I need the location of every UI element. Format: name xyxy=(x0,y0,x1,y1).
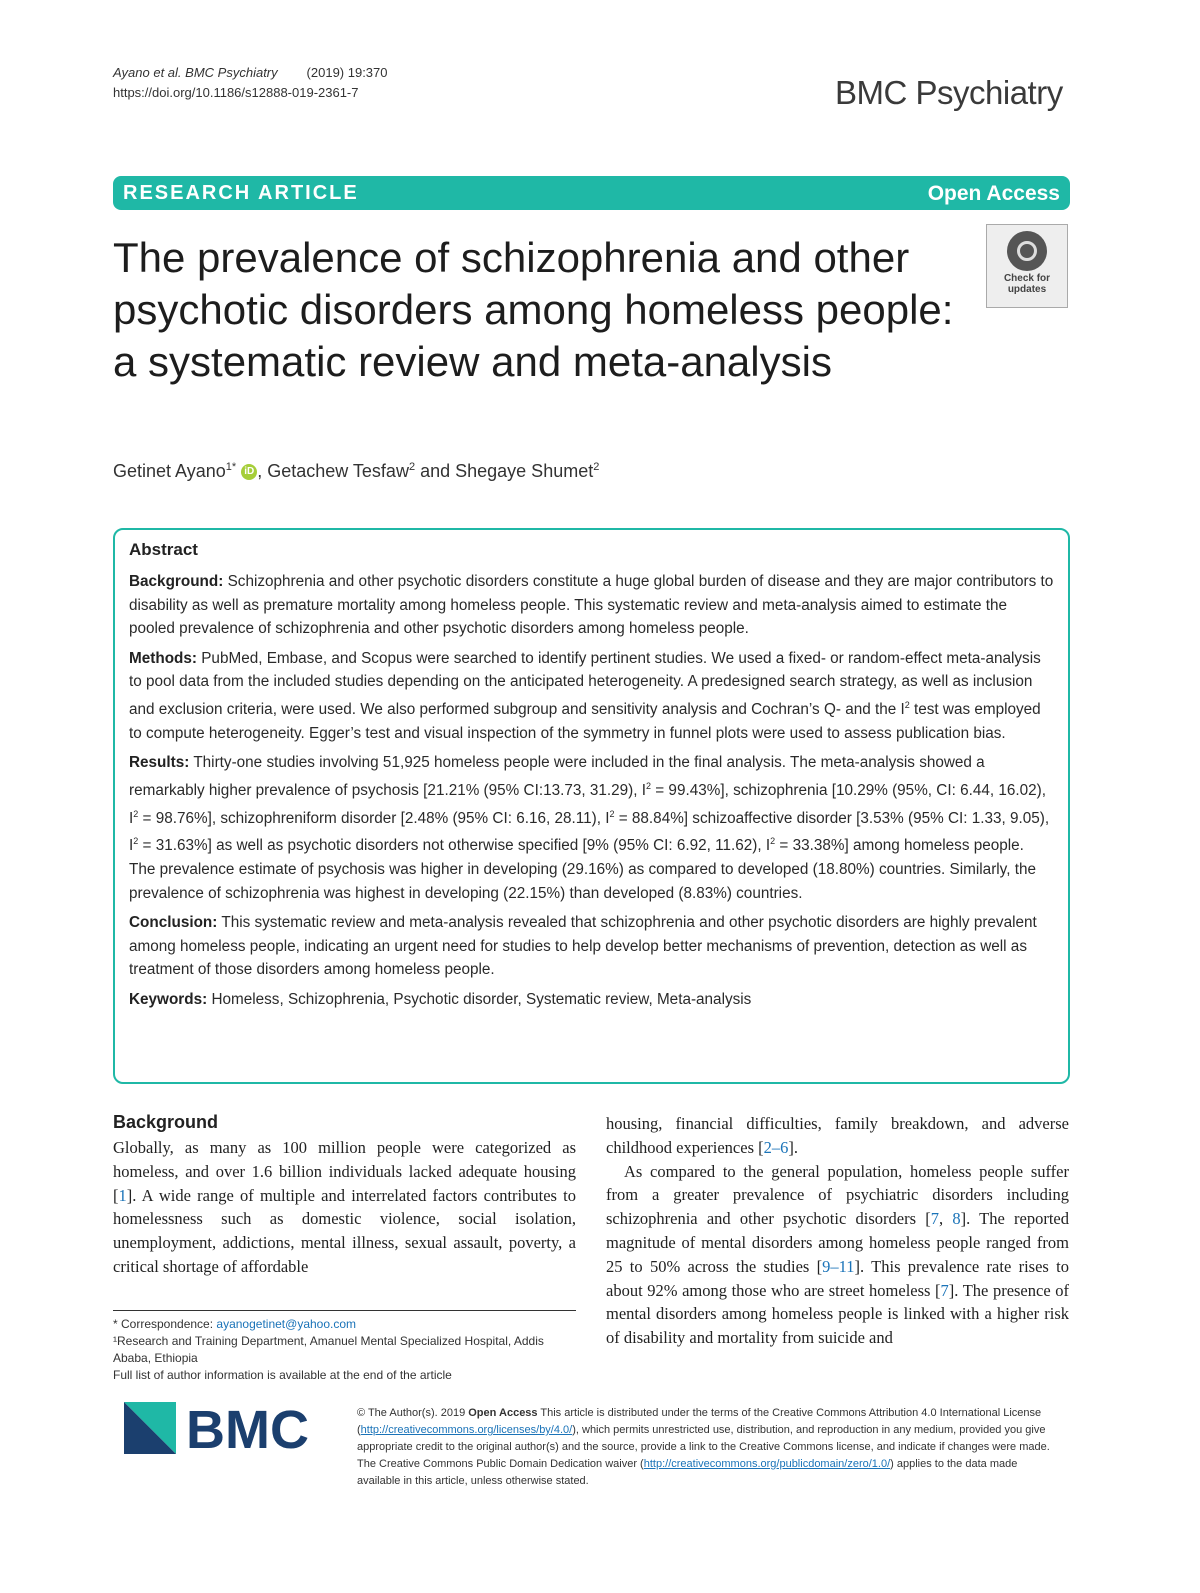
license-text: This article is distributed under the terms of the Creative Commons Attribution 4.0 International License ( xyxy=(357,1407,1042,1436)
orcid-icon[interactable]: iD xyxy=(241,464,257,480)
author-conjunction: and xyxy=(415,461,456,481)
body-text: housing, financial difficulties, family breakdown, and adverse childhood experiences [ xyxy=(606,1114,1069,1157)
section-text: PubMed, Embase, and Scopus were searched to identify pertinent studies. We used a fixed- or random-effect meta-analysis to pool data from the included studies depending on the anticipated heterogeneity. A predesigned search strategy, as well as inclusion and exclusion criteria, were used. We also performed subgroup and sensitivity analysis and Cochran’s Q- and the I xyxy=(129,649,1041,719)
author-name[interactable]: Getachew Tesfaw xyxy=(267,461,409,481)
citation-year-volume: (2019) 19:370 xyxy=(306,65,388,80)
body-text: ]. xyxy=(788,1137,798,1157)
abstract-methods xyxy=(129,647,1054,745)
footnote-divider xyxy=(113,1310,576,1311)
body-column-right xyxy=(606,1112,1069,1350)
section-text: = 88.84%] schizoaffective disorder [3.53% (95% CI: 1.33, 9.05), I xyxy=(129,809,1050,855)
journal-name: BMC Psychiatry xyxy=(835,74,1063,111)
check-for-updates-label: Check for updates xyxy=(1003,273,1051,295)
abstract-results xyxy=(129,751,1054,905)
license-text: © The Author(s). 2019 xyxy=(357,1407,469,1419)
background-heading: Background xyxy=(113,1112,219,1132)
body-text: ]. This prevalence rate rises to about 92% among those who are street homeless [ xyxy=(606,1256,1069,1300)
license-statement xyxy=(357,1405,1057,1490)
citation-link[interactable]: 1 xyxy=(118,1185,127,1205)
body-text: Globally, as many as 100 million people were categorized as homeless, and over 1.6 billion individuals lacked adequate housing [ xyxy=(113,1138,576,1205)
citation-journal: BMC Psychiatry xyxy=(185,65,278,80)
superscript: 2 xyxy=(645,780,651,791)
citation-link[interactable]: 2–6 xyxy=(763,1137,789,1157)
body-text: ]. The presence of mental disorders among homeless people is linked with a higher risk of disability and mortality from suicide and xyxy=(606,1280,1069,1348)
section-text: This systematic review and meta-analysis revealed that schizophrenia and other psychotic disorders are highly prevalent among homeless people, indicating an urgent need for studies to help develop better mechanisms of prevention, detection as well as treatment of those disorders among homeless people. xyxy=(129,914,1037,979)
crossmark-icon xyxy=(1007,231,1047,271)
correspondence-label: * Correspondence: xyxy=(113,1317,217,1331)
body-text: ]. The reported magnitude of mental disorders among homeless people ranged from 25 to 50% across the studies [ xyxy=(606,1209,1069,1276)
author-affiliation-sup: 2 xyxy=(408,461,416,473)
body-paragraph xyxy=(606,1160,1069,1350)
superscript: 2 xyxy=(133,808,139,819)
body-text: As compared to the general population, homeless people suffer from a greater prevalence of psychiatric disorders including schizophrenia and other psychotic disorders [ xyxy=(606,1161,1069,1229)
bmc-logo-text: BMC xyxy=(186,1402,309,1454)
citation-link[interactable]: 7 xyxy=(930,1209,939,1229)
license-link[interactable]: http://creativecommons.org/licenses/by/4.0/ xyxy=(360,1424,573,1436)
check-for-updates-button[interactable] xyxy=(986,224,1068,308)
article-title: The prevalence of schizophrenia and other psychotic disorders among homeless people: a systematic review and meta-analysis xyxy=(113,234,954,385)
doi-link[interactable]: https://doi.org/10.1186/s12888-019-2361-7 xyxy=(113,85,359,100)
author-affiliation-sup: 2 xyxy=(593,461,600,473)
author-name[interactable]: Shegaye Shumet xyxy=(455,461,594,481)
body-column-left xyxy=(113,1136,576,1279)
section-label: Results: xyxy=(129,754,190,772)
body-text: ]. A wide range of multiple and interrelated factors contributes to homelessness such as domestic violence, social isolation, unemployment, addictions, mental illness, sexual assault, poverty, a critical shortage of affordable xyxy=(113,1185,576,1276)
section-text: Thirty-one studies involving 51,925 homeless people were included in the final analysis. The meta-analysis showed a remarkably higher prevalence of psychosis [21.21% (95% CI:13.73, 31.29), I xyxy=(129,754,985,799)
license-text: ) applies to the data made available in this article, unless otherwise stated. xyxy=(357,1458,1018,1487)
section-label: Keywords: xyxy=(129,990,208,1008)
section-text: = 98.76%], schizophreniform disorder [2.48% (95% CI: 6.16, 28.11), I xyxy=(138,809,610,827)
abstract-box xyxy=(113,528,1070,1084)
body-paragraph xyxy=(606,1112,1069,1160)
superscript: 2 xyxy=(609,808,615,819)
waiver-link[interactable]: http://creativecommons.org/publicdomain/zero/1.0/ xyxy=(643,1458,891,1470)
body-text: , xyxy=(938,1209,953,1229)
section-label: Background: xyxy=(129,573,224,590)
citation-authors: Ayano et al. xyxy=(113,65,182,80)
section-label: Conclusion: xyxy=(129,914,218,932)
section-label: Methods: xyxy=(129,649,197,667)
citation-link[interactable]: 8 xyxy=(952,1209,961,1229)
section-text: test was employed to compute heterogeneity. Egger’s test and visual inspection of the symmetry in funnel plots were used to assess publication bias. xyxy=(129,701,1041,742)
affiliation: ¹Research and Training Department, Amanuel Mental Specialized Hospital, Addis Ababa, Ethiopia xyxy=(113,1334,544,1365)
section-text: = 99.43%], schizophrenia [10.29% (95%, CI: 6.44, 16.02), I xyxy=(129,781,1046,827)
abstract-background xyxy=(129,570,1054,641)
email-link[interactable]: ayanogetinet@yahoo.com xyxy=(216,1317,357,1331)
article-type-banner xyxy=(113,176,1070,210)
section-text: Homeless, Schizophrenia, Psychotic disorder, Systematic review, Meta-analysis xyxy=(207,990,752,1008)
author-affiliation-sup: 1* xyxy=(225,461,237,473)
abstract-conclusion xyxy=(129,911,1054,982)
author-info-note: Full list of author information is available at the end of the article xyxy=(113,1368,452,1382)
citation-header xyxy=(113,63,388,103)
section-text: = 31.63%] as well as psychotic disorders not otherwise specified [9% (95% CI: 6.92, 11.62), I xyxy=(138,837,771,855)
abstract-heading: Abstract xyxy=(129,540,198,559)
author-name[interactable]: Getinet Ayano xyxy=(113,461,226,481)
license-text: ), which permits unrestricted use, distribution, and reproduction in any medium, provided you give appropriate credit to the original author(s) and the source, provide a link to the Creative Commons license, and indicate if changes were made. The Creative Commons Public Domain Dedication waiver ( xyxy=(357,1424,1050,1470)
open-access-label: Open Access xyxy=(927,182,1060,205)
section-text: = 33.38%] among homeless people. The prevalence estimate of psychosis was higher in developing (29.16%) as compared to developed (18.80%) countries. Similarly, the prevalence of schizophrenia was highest in developing (22.15%) than developed (8.83%) countries. xyxy=(129,837,1036,902)
article-type-label: RESEARCH ARTICLE xyxy=(123,182,359,204)
superscript: 2 xyxy=(904,699,910,710)
author-list: Getinet Ayano$^{1*}$ iD , Getachew Tesfaw$^2$ and Shegaye Shumet$^2$ xyxy=(113,461,600,481)
bmc-logo xyxy=(124,1402,334,1454)
superscript: 2 xyxy=(133,836,139,847)
abstract-keywords xyxy=(129,988,1054,1012)
section-text: Schizophrenia and other psychotic disorders constitute a huge global burden of disease and they are major contributors to disability as well as premature mortality among homeless people. This systematic review and meta-analysis aimed to estimate the pooled prevalence of schizophrenia and other psychotic disorders among homeless people. xyxy=(129,573,1054,638)
correspondence-footnote xyxy=(113,1316,583,1384)
citation-link[interactable]: 9–11 xyxy=(822,1256,855,1276)
citation-link[interactable]: 7 xyxy=(940,1280,949,1300)
superscript: 2 xyxy=(770,836,776,847)
license-open-access: Open Access xyxy=(468,1407,538,1419)
